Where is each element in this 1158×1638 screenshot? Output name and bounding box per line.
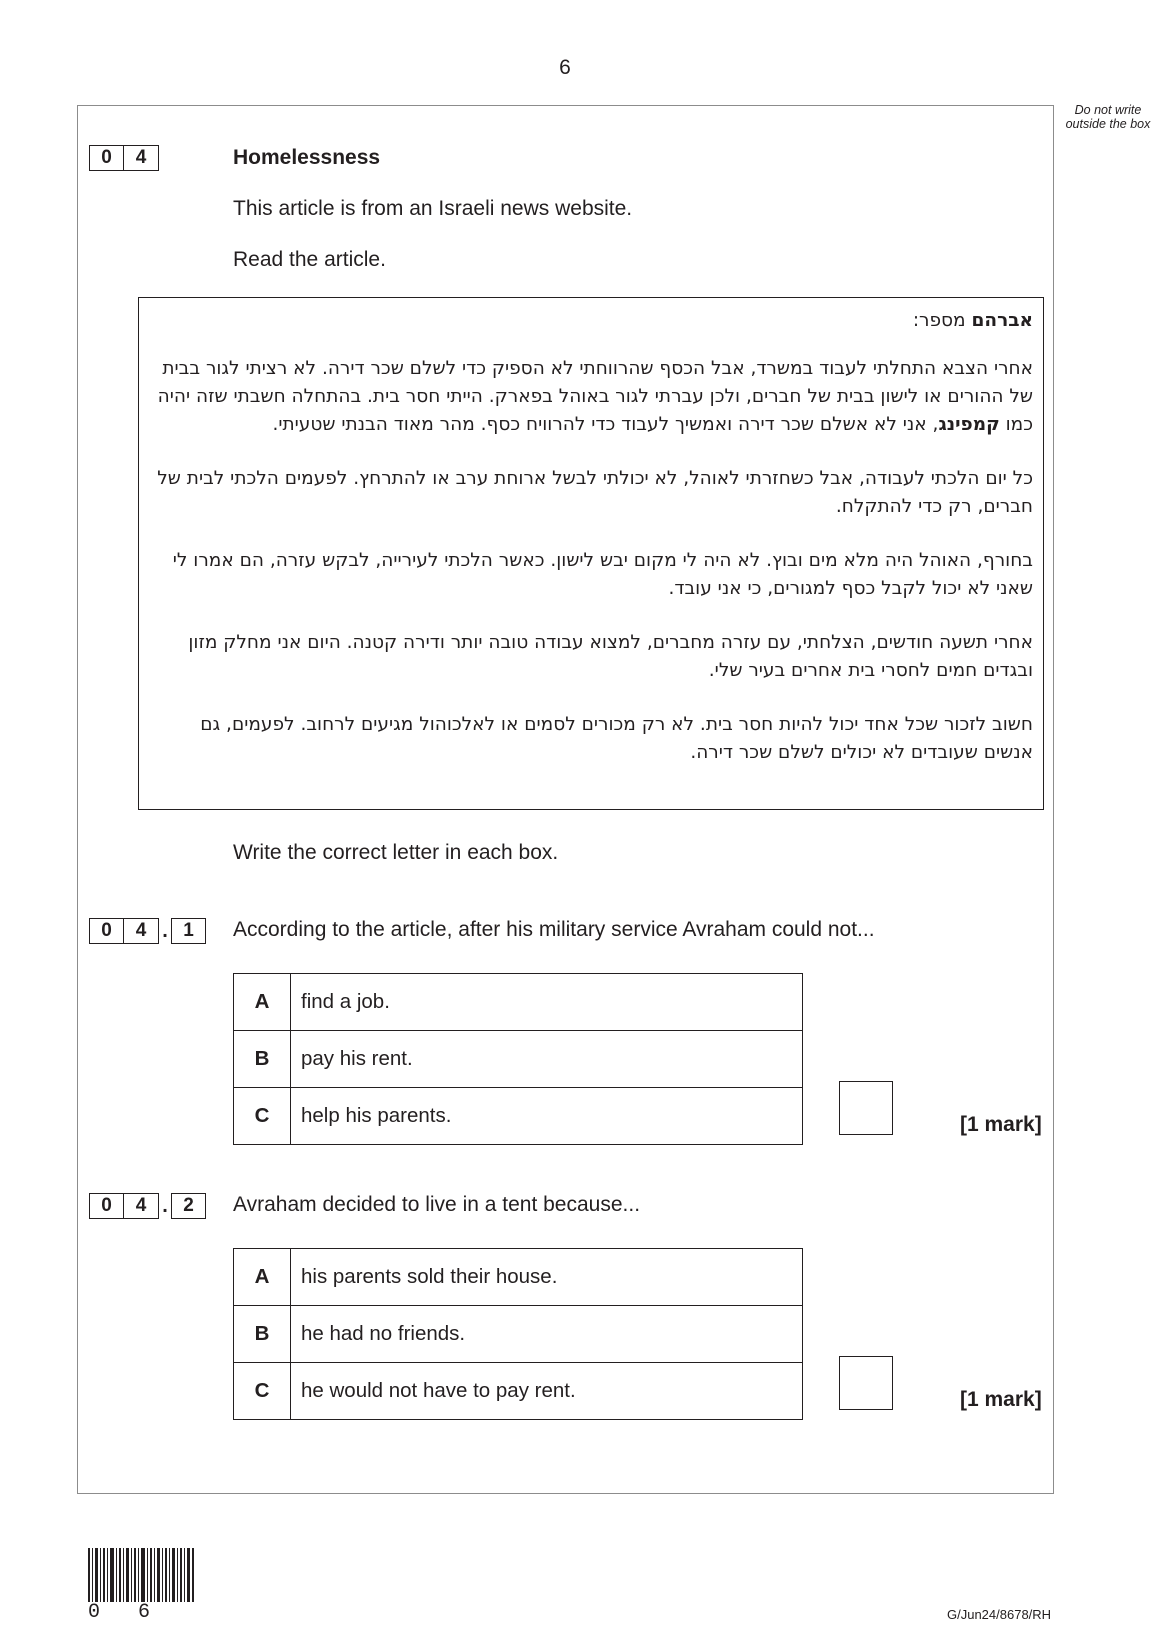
subquestion-number-digit: 1 (171, 918, 206, 944)
page-number: 6 (559, 56, 571, 79)
subquestion-text: According to the article, after his military service Avraham could not... (233, 918, 875, 941)
article-text-span: אחרי הצבא התחלתי לעבוד במשרד, אבל הכסף שהרווחתי לא הספיק כדי לשלם שכר דירה. לא רציתי לגור בבית של ההורים או לישון בבית של חברים, ולכן עברתי לגור באוהל בפארק. הייתי חסר בית. בהתחלה חשבתי שזה יהיה כמו (157, 358, 1033, 435)
footer-code: G/Jun24/8678/RH (947, 1607, 1052, 1622)
question-number-digit: 4 (124, 145, 159, 171)
options-table (233, 973, 803, 1145)
article-text-span: , אני לא אשלם שכר דירה ואמשיך לעבוד כדי להרוויח כסף. מהר מאוד הבנתי שטעיתי. (272, 414, 939, 435)
barcode-icon (88, 1548, 194, 1602)
speaker-suffix: מספר: (912, 310, 966, 331)
article-bold-word: קמפינג (938, 414, 1000, 435)
article-paragraph: כל יום הלכתי לעבודה, אבל כשחזרתי לאוהל, לא יכולתי לבשל ארוחת ערב או להתרחץ. לפעמים הלכתי לבית של חברים, רק כדי להתקלח. (157, 468, 1033, 517)
question-intro: This article is from an Israeli news website. (233, 197, 633, 220)
question-instruction: Read the article. (233, 248, 386, 271)
article-paragraph: אחרי תשעה חודשים, הצלחתי, עם עזרה מחברים, למצוא עבודה טובה יותר ודירה קטנה. היום אני מחלק מזון ובגדים חמים לחסרי בית אחרים בעיר שלי. (188, 632, 1033, 681)
option-text: pay his rent. (291, 1031, 803, 1088)
options-table (233, 1248, 803, 1420)
question-title: Homelessness (233, 146, 381, 169)
option-letter: A (234, 1249, 291, 1306)
option-letter: B (234, 1306, 291, 1363)
article-paragraph (151, 355, 1033, 439)
subquestion-number-digit: 4 (124, 1193, 159, 1219)
article-box (138, 297, 1044, 810)
write-instruction: Write the correct letter in each box. (233, 841, 559, 864)
barcode-number: 0 6 (88, 1601, 164, 1624)
question-number (89, 145, 159, 171)
option-row (234, 1363, 803, 1420)
option-row (234, 974, 803, 1031)
subquestion-number-digit: 0 (89, 1193, 124, 1219)
option-letter: C (234, 1363, 291, 1420)
option-text: he would not have to pay rent. (291, 1363, 803, 1420)
speaker-name: אברהם (971, 310, 1033, 331)
mark-label: [1 mark] (960, 1113, 1042, 1136)
mark-label: [1 mark] (960, 1388, 1042, 1411)
option-text: find a job. (291, 974, 803, 1031)
answer-box[interactable] (839, 1081, 893, 1135)
option-text: he had no friends. (291, 1306, 803, 1363)
subquestion-number-digit: 4 (124, 918, 159, 944)
article-text (139, 298, 1043, 767)
margin-note: Do not write outside the box (1065, 103, 1151, 131)
option-letter: A (234, 974, 291, 1031)
option-letter: C (234, 1088, 291, 1145)
answer-box[interactable] (839, 1356, 893, 1410)
option-row (234, 1031, 803, 1088)
article-paragraph: בחורף, האוהל היה מלא מים ובוץ. לא היה לי מקום יבש לישון. כאשר הלכתי לעירייה, לבקש עזרה, הם אמרו לי שאני לא יכול לקבל כסף למגורים, כי אני עובד. (172, 550, 1033, 599)
option-row (234, 1249, 803, 1306)
question-number-digit: 0 (89, 145, 124, 171)
subquestion-text: Avraham decided to live in a tent because... (233, 1193, 641, 1216)
subquestion-dot: . (162, 1194, 168, 1217)
subquestion-number-digit: 2 (171, 1193, 206, 1219)
subquestion-number (89, 918, 206, 944)
option-letter: B (234, 1031, 291, 1088)
article-speaker-line (151, 307, 1033, 335)
option-text: help his parents. (291, 1088, 803, 1145)
option-row (234, 1306, 803, 1363)
option-row (234, 1088, 803, 1145)
article-paragraph: חשוב לזכור שכל אחד יכול להיות חסר בית. לא רק מכורים לסמים או לאלכוהול מגיעים לרחוב. לפעמים, גם אנשים שעובדים לא יכולים לשלם שכר דירה. (200, 714, 1033, 763)
option-text: his parents sold their house. (291, 1249, 803, 1306)
subquestion-number (89, 1193, 206, 1219)
subquestion-dot: . (162, 919, 168, 942)
subquestion-number-digit: 0 (89, 918, 124, 944)
